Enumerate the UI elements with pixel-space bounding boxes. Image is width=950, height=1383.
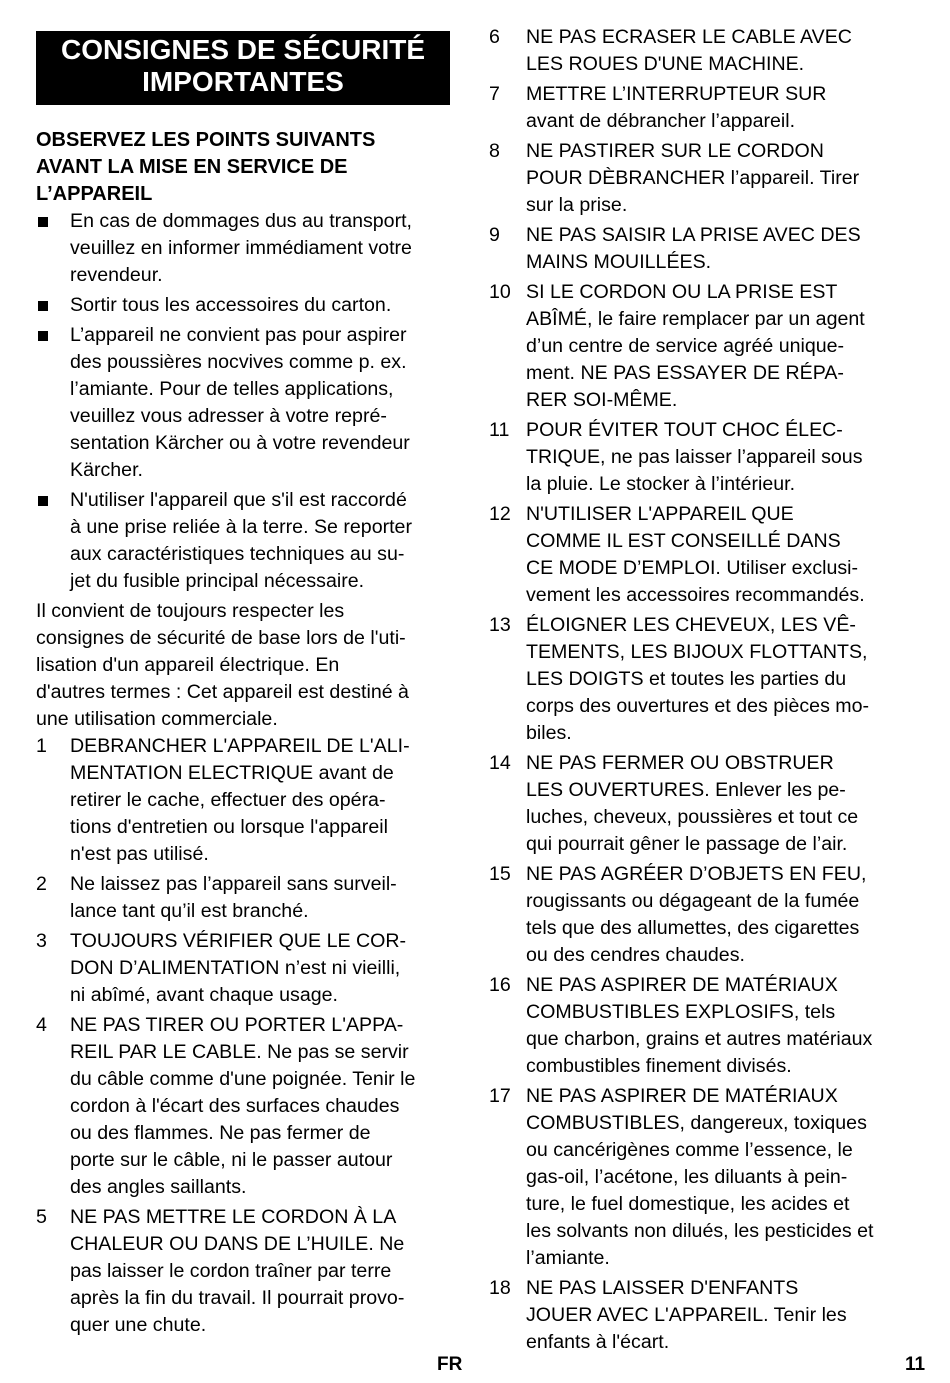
- text-line: des angles saillants.: [70, 1176, 247, 1198]
- text-line: ture, le fuel domestique, les acides et: [526, 1193, 850, 1215]
- text-line: d'autres termes : Cet appareil est destiné à: [36, 681, 409, 703]
- item-number: 4: [36, 1014, 47, 1036]
- right-column: [489, 24, 915, 1359]
- text-line: METTRE L’INTERRUPTEUR SUR: [526, 83, 827, 105]
- text-line: NE PAS ASPIRER DE MATÉRIAUX: [526, 1085, 838, 1107]
- text-line: REIL PAR LE CABLE. Ne pas se servir: [70, 1041, 409, 1063]
- subheading-line: AVANT LA MISE EN SERVICE DE: [36, 156, 348, 178]
- numbered-item: [36, 1204, 450, 1339]
- square-bullet-icon: [38, 301, 48, 311]
- item-number: 14: [489, 752, 511, 774]
- text-line: l’amiante. Pour de telles applications,: [70, 378, 394, 400]
- text-line: NE PAS ECRASER LE CABLE AVEC: [526, 26, 852, 48]
- text-line: Ne laissez pas l’appareil sans surveil-: [70, 873, 397, 895]
- item-number: 12: [489, 503, 511, 525]
- text-line: qui pourrait gêner le passage de l’air.: [526, 833, 848, 855]
- text-line: NE PASTIRER SUR LE CORDON: [526, 140, 824, 162]
- item-number: 7: [489, 83, 500, 105]
- text-line: NE PAS SAISIR LA PRISE AVEC DES: [526, 224, 861, 246]
- text-line: à une prise reliée à la terre. Se reporter: [70, 516, 412, 538]
- text-line: corps des ouvertures et des pièces mo-: [526, 695, 870, 717]
- text-line: NE PAS TIRER OU PORTER L'APPA-: [70, 1014, 404, 1036]
- text-line: Sortir tous les accessoires du carton.: [70, 294, 392, 316]
- text-line: TOUJOURS VÉRIFIER QUE LE COR-: [70, 930, 407, 952]
- bullet-item: [36, 208, 450, 289]
- text-line: ment. NE PAS ESSAYER DE RÉPA-: [526, 362, 844, 384]
- item-number: 13: [489, 614, 511, 636]
- item-number: 16: [489, 974, 511, 996]
- text-line: RER SOI-MÊME.: [526, 389, 678, 411]
- text-line: vement les accessoires recommandés.: [526, 584, 865, 606]
- subheading-line: L’APPAREIL: [36, 183, 153, 205]
- text-line: combustibles finement divisés.: [526, 1055, 792, 1077]
- text-line: lance tant qu’il est branché.: [70, 900, 309, 922]
- text-line: veuillez en informer immédiament votre: [70, 237, 412, 259]
- text-line: du câble comme d'une poignée. Tenir le: [70, 1068, 416, 1090]
- square-bullet-icon: [38, 217, 48, 227]
- text-line: après la fin du travail. Il pourrait provo-: [70, 1287, 405, 1309]
- text-line: SI LE CORDON OU LA PRISE EST: [526, 281, 838, 303]
- item-number: 8: [489, 140, 500, 162]
- text-line: En cas de dommages dus au transport,: [70, 210, 412, 232]
- text-line: NE PAS METTRE LE CORDON À LA: [70, 1206, 397, 1228]
- bullet-item: [36, 292, 450, 319]
- numbered-item: [489, 222, 915, 276]
- numbered-item: [489, 417, 915, 498]
- item-number: 10: [489, 281, 511, 303]
- text-line: L’appareil ne convient pas pour aspirer: [70, 324, 407, 346]
- text-line: MAINS MOUILLÉES.: [526, 251, 712, 273]
- square-bullet-icon: [38, 496, 48, 506]
- item-number: 6: [489, 26, 500, 48]
- text-line: sur la prise.: [526, 194, 628, 216]
- text-line: avant de débrancher l’appareil.: [526, 110, 796, 132]
- text-line: POUR DÈBRANCHER l’appareil. Tirer: [526, 167, 860, 189]
- text-line: DEBRANCHER L'APPAREIL DE L'ALI-: [70, 735, 410, 757]
- page-number: 11: [905, 1354, 926, 1375]
- text-line: une utilisation commerciale.: [36, 708, 278, 730]
- text-line: tels que des allumettes, des cigarettes: [526, 917, 860, 939]
- text-line: sentation Kärcher ou à votre revendeur: [70, 432, 410, 454]
- numbered-item: [489, 972, 915, 1080]
- item-number: 3: [36, 930, 47, 952]
- numbered-item: [489, 501, 915, 609]
- numbered-item: [489, 612, 915, 747]
- item-number: 15: [489, 863, 511, 885]
- text-line: consignes de sécurité de base lors de l'uti-: [36, 627, 406, 649]
- text-line: DON D’ALIMENTATION n’est ni vieilli,: [70, 957, 401, 979]
- text-line: CHALEUR OU DANS DE L’HUILE. Ne: [70, 1233, 405, 1255]
- text-line: Il convient de toujours respecter les: [36, 600, 345, 622]
- text-line: LES DOIGTS et toutes les parties du: [526, 668, 847, 690]
- item-number: 9: [489, 224, 500, 246]
- section-title-line: IMPORTANTES: [142, 66, 344, 97]
- text-line: rougissants ou dégageant de la fumée: [526, 890, 860, 912]
- text-line: cordon à l'écart des surfaces chaudes: [70, 1095, 400, 1117]
- text-line: N'UTILISER L'APPAREIL QUE: [526, 503, 794, 525]
- numbered-item: [489, 81, 915, 135]
- numbered-item: [36, 871, 450, 925]
- text-line: CE MODE D’EMPLOI. Utiliser exclusi-: [526, 557, 859, 579]
- text-line: veuillez vous adresser à votre repré-: [70, 405, 387, 427]
- numbered-item: [36, 1012, 450, 1201]
- text-line: jet du fusible principal nécessaire.: [70, 570, 365, 592]
- section-title-line: CONSIGNES DE SÉCURITÉ: [60, 34, 426, 65]
- numbered-item: [489, 24, 915, 78]
- text-line: quer une chute.: [70, 1314, 207, 1336]
- text-line: NE PAS ASPIRER DE MATÉRIAUX: [526, 974, 838, 996]
- item-number: 18: [489, 1277, 511, 1299]
- text-line: la pluie. Le stocker à l’intérieur.: [526, 473, 796, 495]
- text-line: l’amiante.: [526, 1247, 610, 1269]
- numbered-list-left: [36, 733, 450, 1339]
- text-line: biles.: [526, 722, 572, 744]
- text-line: lisation d'un appareil électrique. En: [36, 654, 340, 676]
- section-title: [36, 31, 450, 105]
- bullet-item: [36, 322, 450, 484]
- text-line: POUR ÉVITER TOUT CHOC ÉLEC-: [526, 419, 843, 441]
- text-line: luches, cheveux, poussières et tout ce: [526, 806, 859, 828]
- text-line: LES ROUES D'UNE MACHINE.: [526, 53, 805, 75]
- numbered-item: [489, 138, 915, 219]
- text-line: ni abîmé, avant chaque usage.: [70, 984, 338, 1006]
- text-line: enfants à l'écart.: [526, 1331, 670, 1353]
- text-line: MENTATION ELECTRIQUE avant de: [70, 762, 394, 784]
- text-line: d’un centre de service agréé unique-: [526, 335, 845, 357]
- numbered-item: [489, 861, 915, 969]
- section-subheading: [36, 127, 450, 208]
- text-line: ou cancérigènes comme l’essence, le: [526, 1139, 853, 1161]
- numbered-list-right: [489, 24, 915, 1356]
- numbered-item: [489, 1083, 915, 1272]
- text-line: ou des flammes. Ne pas fermer de: [70, 1122, 371, 1144]
- text-line: COMBUSTIBLES EXPLOSIFS, tels: [526, 1001, 836, 1023]
- text-line: N'utiliser l'appareil que s'il est raccordé: [70, 489, 407, 511]
- text-line: pas laisser le cordon traîner par terre: [70, 1260, 392, 1282]
- intro-paragraph: [36, 598, 450, 733]
- text-line: ou des cendres chaudes.: [526, 944, 745, 966]
- text-line: les solvants non dilués, les pesticides et: [526, 1220, 874, 1242]
- text-line: gas-oil, l’acétone, les diluants à pein-: [526, 1166, 848, 1188]
- item-number: 11: [489, 419, 510, 441]
- text-line: aux caractéristiques techniques au su-: [70, 543, 405, 565]
- text-line: Kärcher.: [70, 459, 143, 481]
- subheading-line: OBSERVEZ LES POINTS SUIVANTS: [36, 129, 376, 151]
- square-bullet-icon: [38, 331, 48, 341]
- bullet-item: [36, 487, 450, 595]
- text-line: que charbon, grains et autres matériaux: [526, 1028, 873, 1050]
- item-number: 5: [36, 1206, 47, 1228]
- text-line: NE PAS LAISSER D'ENFANTS: [526, 1277, 799, 1299]
- text-line: retirer le cache, effectuer des opéra-: [70, 789, 386, 811]
- text-line: n'est pas utilisé.: [70, 843, 209, 865]
- numbered-item: [489, 750, 915, 858]
- text-line: JOUER AVEC L'APPAREIL. Tenir les: [526, 1304, 847, 1326]
- text-line: LES OUVERTURES. Enlever les pe-: [526, 779, 846, 801]
- item-number: 2: [36, 873, 47, 895]
- bullet-list: [36, 208, 450, 595]
- footer-language: FR: [437, 1354, 463, 1375]
- text-line: TRIQUE, ne pas laisser l’appareil sous: [526, 446, 863, 468]
- text-line: COMBUSTIBLES, dangereux, toxiques: [526, 1112, 867, 1134]
- text-line: TEMENTS, LES BIJOUX FLOTTANTS,: [526, 641, 868, 663]
- text-line: tions d'entretien ou lorsque l'appareil: [70, 816, 388, 838]
- item-number: 17: [489, 1085, 511, 1107]
- text-line: ABÎMÉ, le faire remplacer par un agent: [526, 308, 865, 330]
- left-column: [36, 0, 450, 1342]
- text-line: revendeur.: [70, 264, 163, 286]
- numbered-item: [489, 279, 915, 414]
- numbered-item: [489, 1275, 915, 1356]
- text-line: NE PAS FERMER OU OBSTRUER: [526, 752, 834, 774]
- text-line: porte sur le câble, ni le passer autour: [70, 1149, 393, 1171]
- text-line: NE PAS AGRÉER D’OBJETS EN FEU,: [526, 863, 867, 885]
- numbered-item: [36, 928, 450, 1009]
- text-line: ÉLOIGNER LES CHEVEUX, LES VÊ-: [526, 614, 856, 636]
- numbered-item: [36, 733, 450, 868]
- item-number: 1: [36, 735, 47, 757]
- text-line: COMME IL EST CONSEILLÉ DANS: [526, 530, 841, 552]
- text-line: des poussières nocvives comme p. ex.: [70, 351, 407, 373]
